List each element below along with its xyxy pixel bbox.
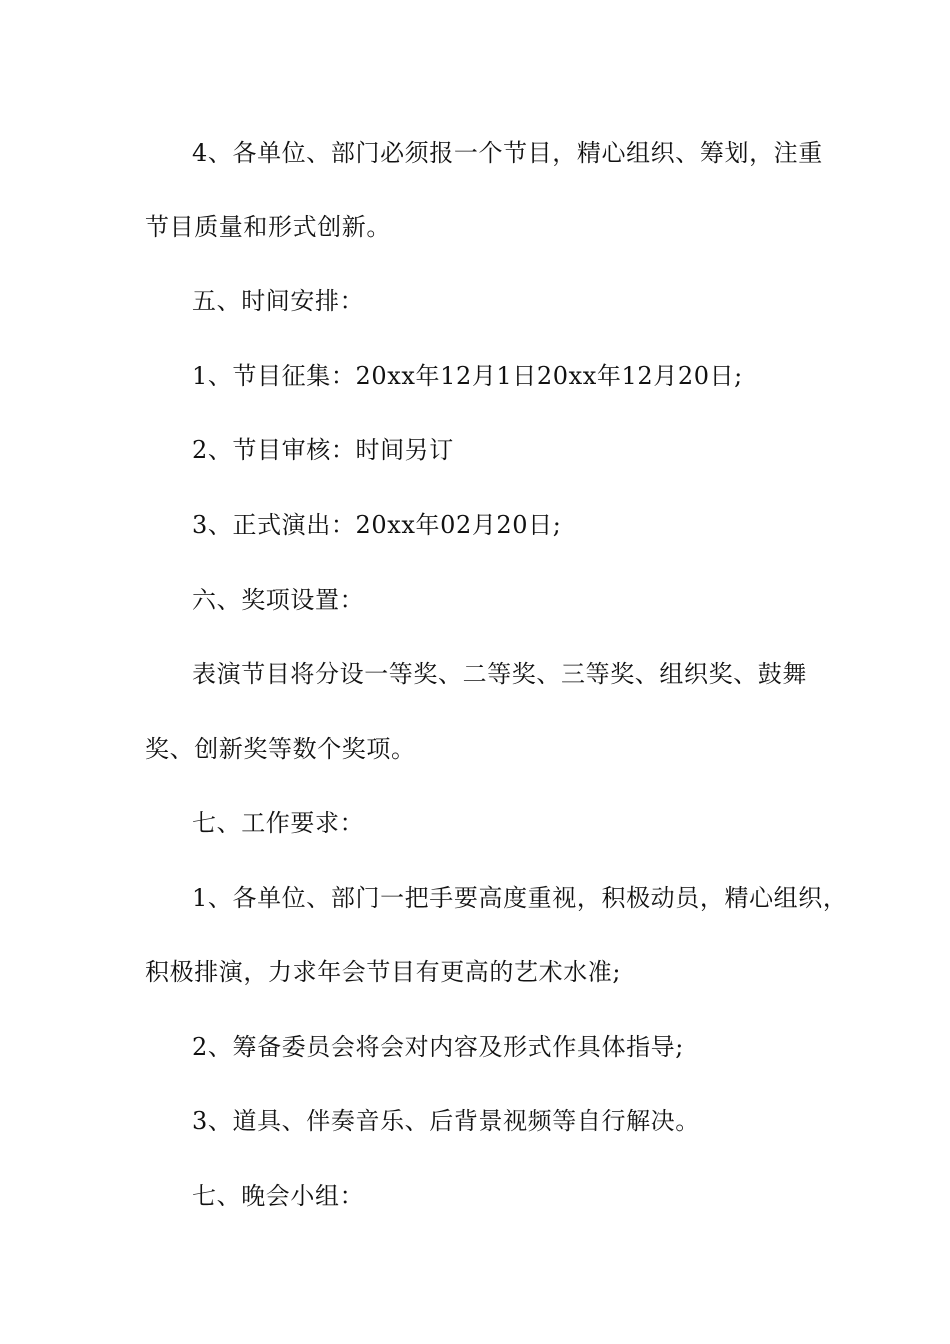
schedule-item-review: 2、节目审核：时间另订 — [192, 436, 454, 464]
section-heading-schedule: 五、时间安排： — [192, 287, 365, 315]
section-heading-awards: 六、奖项设置： — [192, 586, 365, 614]
schedule-item-collection: 1、节目征集：20xx年12月1日20xx年12月20日; — [192, 362, 743, 390]
paragraph-line-awards: 表演节目将分设一等奖、二等奖、三等奖、组织奖、鼓舞 — [192, 660, 807, 688]
section-heading-party-group: 七、晚会小组： — [192, 1182, 365, 1210]
requirement-item-1-cont: 积极排演，力求年会节目有更高的艺术水准; — [145, 958, 622, 986]
schedule-item-performance: 3、正式演出：20xx年02月20日; — [192, 511, 562, 539]
paragraph-line-awards-cont: 奖、创新奖等数个奖项。 — [145, 735, 416, 763]
section-heading-requirements: 七、工作要求： — [192, 809, 365, 837]
requirement-item-1: 1、各单位、部门一把手要高度重视，积极动员，精心组织， — [192, 884, 848, 912]
requirement-item-3: 3、道具、伴奏音乐、后背景视频等自行解决。 — [192, 1107, 700, 1135]
requirement-item-2: 2、筹备委员会将会对内容及形式作具体指导; — [192, 1033, 684, 1061]
paragraph-line-item4: 4、各单位、部门必须报一个节目，精心组织、筹划，注重 — [192, 139, 823, 167]
paragraph-line-item4-cont: 节目质量和形式创新。 — [145, 213, 391, 241]
